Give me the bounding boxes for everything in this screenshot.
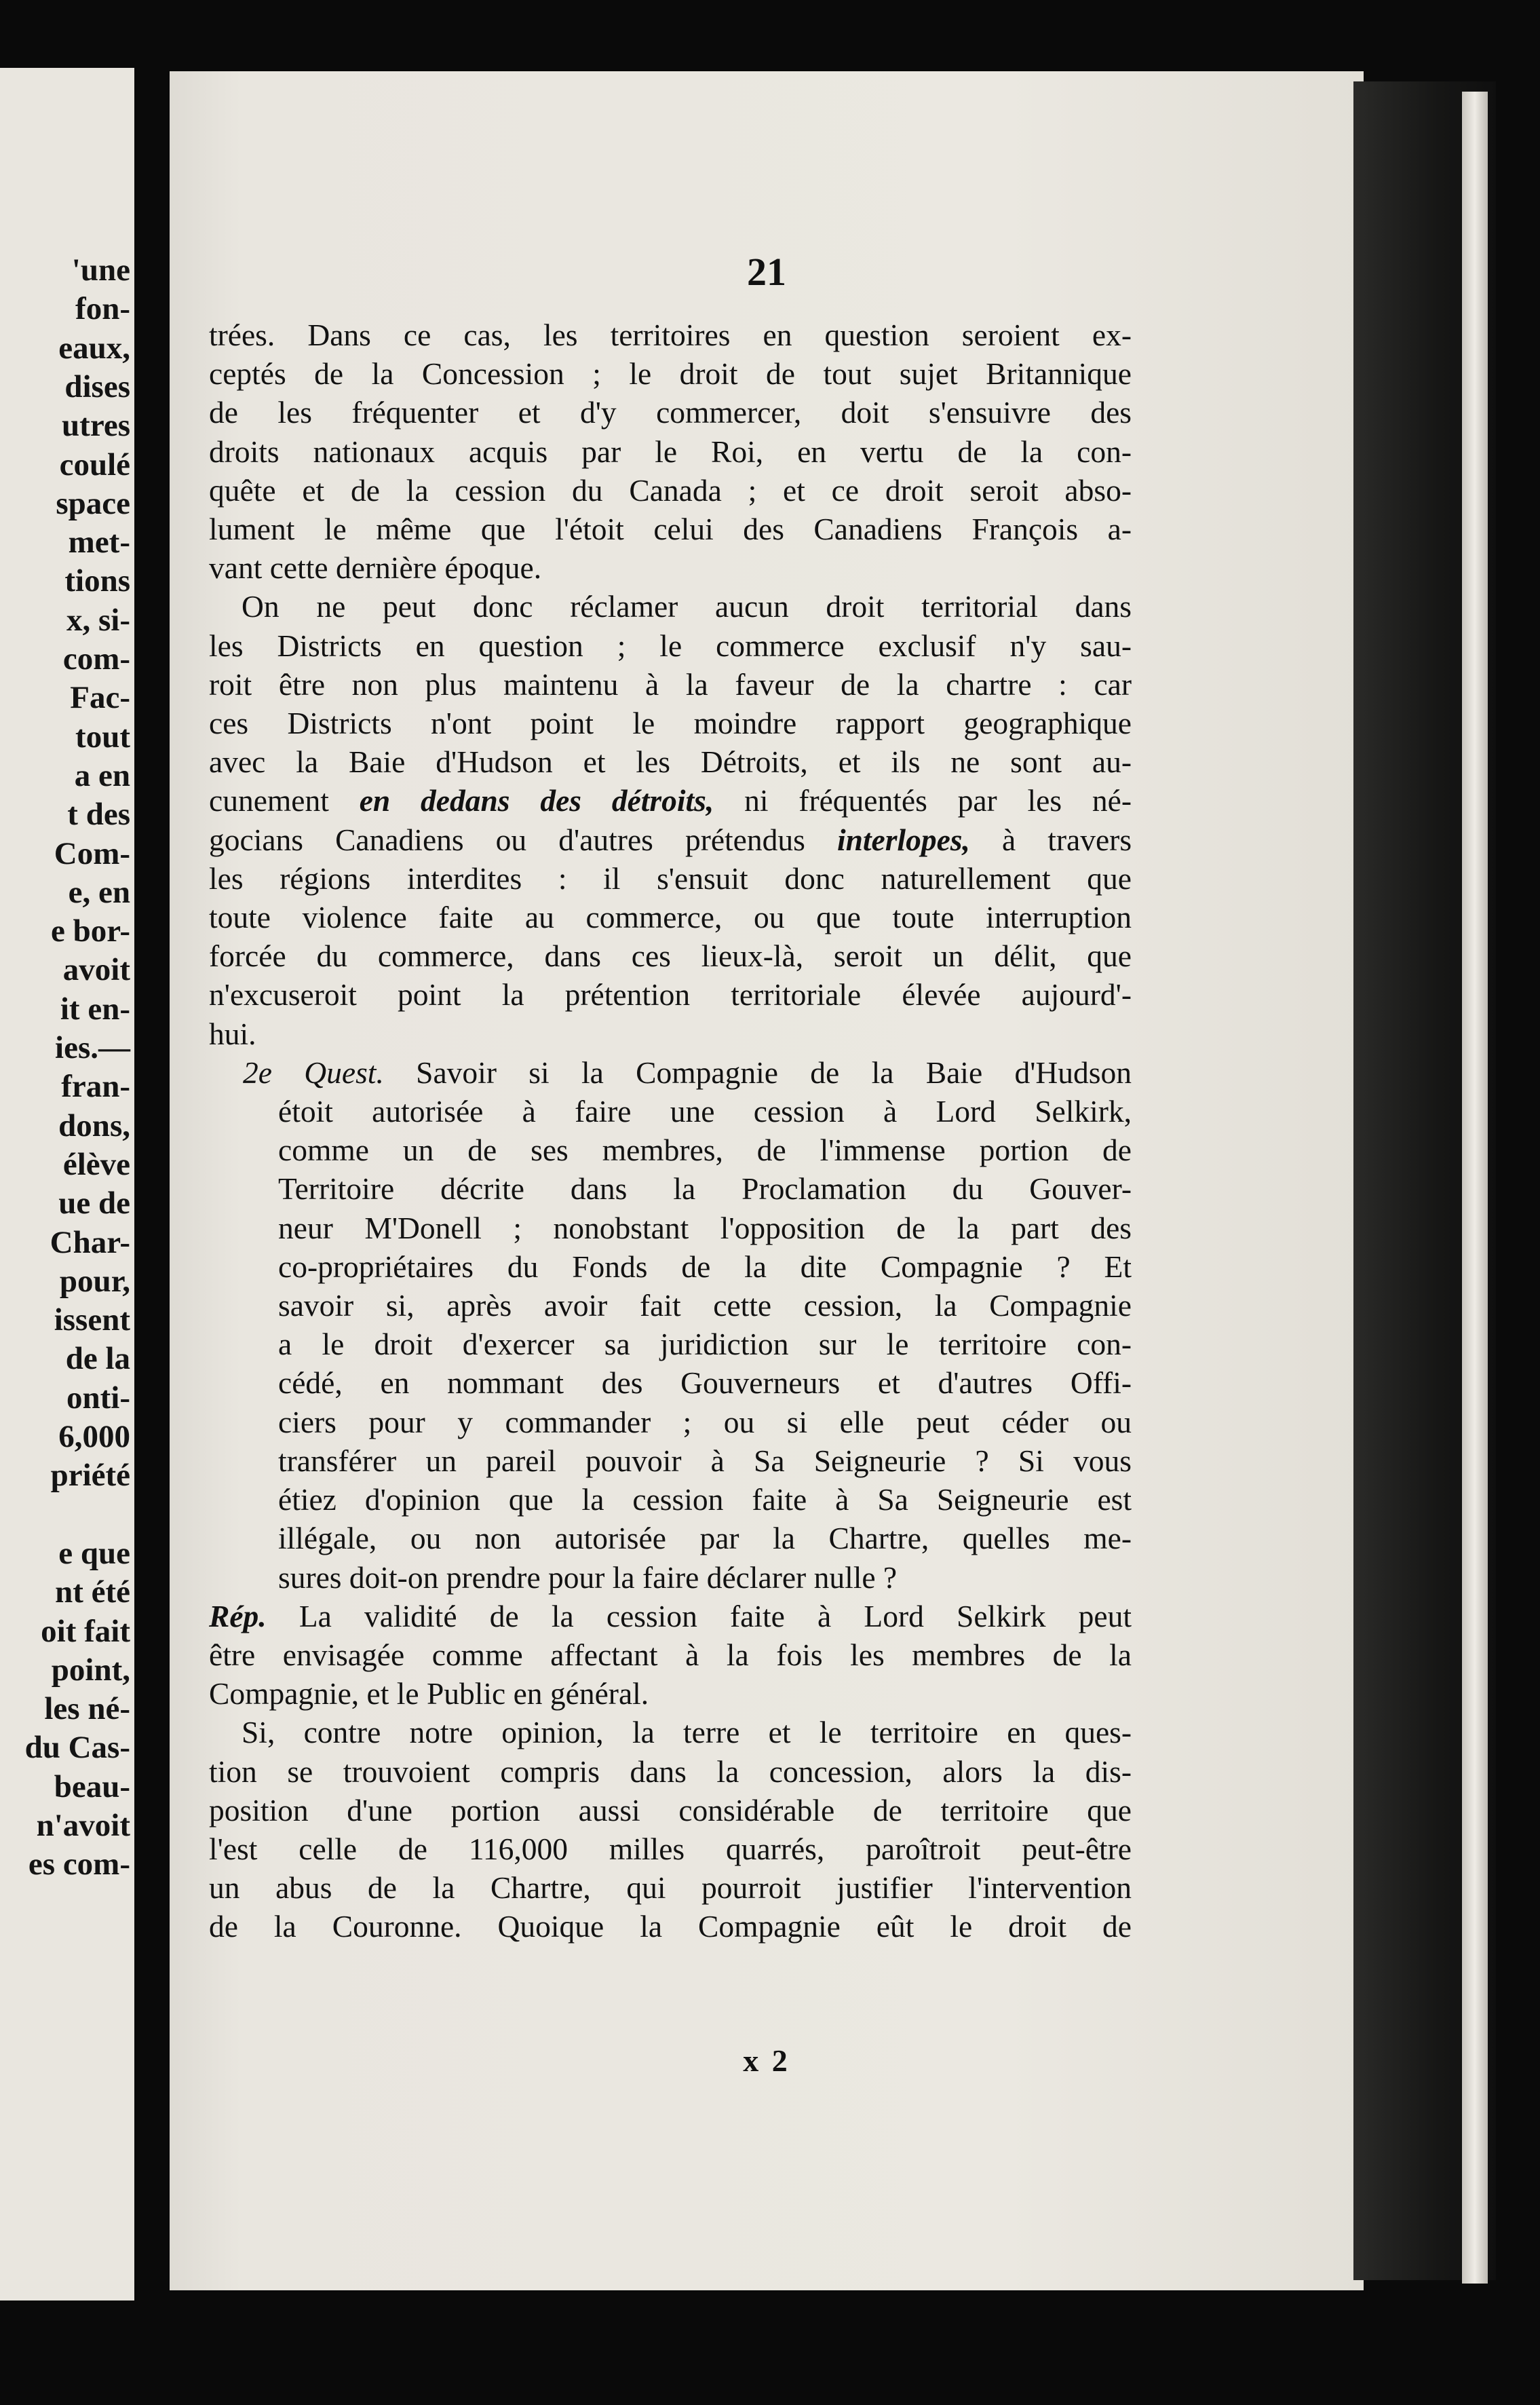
left-page-line: Fac- xyxy=(70,680,130,716)
text-line: les Districts en question ; le commerce exclusif n'y sau- xyxy=(209,628,1132,663)
text-line: l'est celle de 116,000 milles quarrés, paroîtroit peut-être xyxy=(209,1831,1132,1866)
text-line: ciers pour y commander ; ou si elle peut céder ou xyxy=(278,1404,1132,1439)
text-line: quête et de la cession du Canada ; et ce droit seroit abso- xyxy=(209,472,1132,508)
left-page-line: met- xyxy=(68,525,130,561)
text-line: sures doit-on prendre pour la faire déclarer nulle ? xyxy=(278,1559,898,1595)
left-page-line: coulé xyxy=(59,447,130,482)
text-line: roit être non plus maintenu à la faveur de la chartre : car xyxy=(209,666,1132,702)
text-line: forcée du commerce, dans ces lieux-là, seroit un délit, que xyxy=(209,939,1132,974)
left-page-line: dons, xyxy=(58,1107,130,1143)
italic-phrase: en dedans des détroits, xyxy=(359,783,714,818)
left-page-line: oit fait xyxy=(41,1613,130,1649)
left-page-line: e, en xyxy=(68,874,130,910)
left-page-line: tions xyxy=(64,563,130,599)
text-line: Rép. La validité de la cession faite à Lord Selkirk peut xyxy=(209,1598,1132,1633)
text-line: ces Districts n'ont point le moindre rapport geographique xyxy=(209,706,1132,741)
question-label: 2e Quest. xyxy=(243,1055,384,1090)
left-page-line: nt été xyxy=(55,1574,130,1610)
text-line: de la Couronne. Quoique la Compagnie eût le droit de xyxy=(209,1909,1132,1944)
text-line: droits nationaux acquis par le Roi, en vertu de la con- xyxy=(209,434,1132,469)
left-page-line: tout xyxy=(75,719,130,755)
text-line: comme un de ses membres, de l'immense portion de xyxy=(278,1133,1132,1168)
left-page-line: issent xyxy=(54,1302,130,1338)
page-edge-strip xyxy=(1462,92,1488,2284)
text-line: Si, contre notre opinion, la terre et le territoire en ques- xyxy=(242,1715,1132,1750)
text-line: être envisagée comme affectant à la fois les membres de la xyxy=(209,1637,1132,1672)
left-page-line: Com- xyxy=(54,835,130,871)
italic-phrase: interlopes, xyxy=(836,822,970,857)
page-number: 21 xyxy=(747,250,786,294)
left-page-line: a en xyxy=(74,757,130,793)
left-page-line: point, xyxy=(51,1652,130,1688)
reply-label: Rép. xyxy=(209,1598,267,1633)
left-page-line: avoit xyxy=(62,952,130,988)
text-line: vant cette dernière époque. xyxy=(209,550,542,586)
text-line: lument le même que l'étoit celui des Canadiens François a- xyxy=(209,512,1132,547)
left-page-line: beau- xyxy=(54,1768,130,1804)
text-line: les régions interdites : il s'ensuit donc naturellement que xyxy=(209,860,1132,896)
text-line: neur M'Donell ; nonobstant l'opposition de la part des xyxy=(278,1210,1132,1245)
left-page-line: space xyxy=(56,485,130,521)
main-page xyxy=(170,71,1364,2290)
text-line: étiez d'opinion que la cession faite à Sa Seigneurie est xyxy=(278,1482,1132,1517)
text-line: cédé, en nommant des Gouverneurs et d'autres Offi- xyxy=(278,1365,1132,1401)
left-page-line: es com- xyxy=(28,1847,130,1882)
left-page-line: de la xyxy=(65,1341,130,1377)
left-page-line: t des xyxy=(67,797,130,833)
left-page-line: élève xyxy=(62,1146,130,1182)
left-page-line: fon- xyxy=(75,291,130,327)
left-facing-page xyxy=(0,68,134,2300)
text-line: cunement en dedans des détroits, ni fréquentés par les né- xyxy=(209,783,1132,818)
text-line: 2e Quest. Savoir si la Compagnie de la Baie d'Hudson xyxy=(243,1055,1132,1090)
text-line: co-propriétaires du Fonds de la dite Compagnie ? Et xyxy=(278,1249,1132,1284)
left-page-line: it en- xyxy=(60,991,130,1027)
text-line: de les fréquenter et d'y commercer, doit s'ensuivre des xyxy=(209,395,1132,430)
left-page-line: priété xyxy=(50,1458,130,1494)
text-line: tion se trouvoient compris dans la concession, alors la dis- xyxy=(209,1754,1132,1789)
page-body xyxy=(209,316,1132,1946)
text-line: hui. xyxy=(209,1016,256,1051)
text-line: ceptés de la Concession ; le droit de tout sujet Britannique xyxy=(209,356,1132,392)
left-page-line: les né- xyxy=(44,1691,130,1727)
text-line: illégale, ou non autorisée par la Chartre, quelles me- xyxy=(278,1521,1132,1556)
left-page-line: Char- xyxy=(50,1224,130,1260)
text-line: transférer un pareil pouvoir à Sa Seigneurie ? Si vous xyxy=(278,1443,1132,1478)
text-line: Territoire décrite dans la Proclamation du Gouver- xyxy=(278,1171,1132,1207)
left-page-line: x, si- xyxy=(66,602,130,638)
left-page-line: dises xyxy=(64,368,130,404)
left-page-line: onti- xyxy=(66,1380,130,1416)
left-page-line: du Cas- xyxy=(24,1730,130,1766)
signature-mark: x 2 xyxy=(743,2043,790,2078)
left-page-line: com- xyxy=(62,641,130,677)
text-line: toute violence faite au commerce, ou que toute interruption xyxy=(209,900,1132,935)
left-page-line: utres xyxy=(62,408,130,444)
left-page-line: e que xyxy=(58,1535,130,1571)
left-page-line: ue de xyxy=(58,1186,130,1222)
text-line: Compagnie, et le Public en général. xyxy=(209,1676,649,1711)
text-line: savoir si, après avoir fait cette cession, la Compagnie xyxy=(278,1288,1132,1323)
text-line: position d'une portion aussi considérable de territoire que xyxy=(209,1792,1132,1828)
text-line: On ne peut donc réclamer aucun droit territorial dans xyxy=(242,589,1132,624)
text-line: trées. Dans ce cas, les territoires en question seroient ex- xyxy=(209,318,1132,352)
left-page-line: 'une xyxy=(71,252,130,288)
left-page-line: fran- xyxy=(61,1069,130,1105)
left-page-line: e bor- xyxy=(50,913,130,949)
text-line: un abus de la Chartre, qui pourroit justifier l'intervention xyxy=(209,1870,1132,1906)
text-line: a le droit d'exercer sa juridiction sur le territoire con- xyxy=(278,1327,1132,1362)
text-line: n'excuseroit point la prétention territoriale élevée aujourd'- xyxy=(209,977,1132,1012)
left-page-line: n'avoit xyxy=(36,1808,130,1843)
left-page-line: ies.— xyxy=(55,1030,130,1065)
text-line: étoit autorisée à faire une cession à Lord Selkirk, xyxy=(278,1094,1132,1129)
left-page-line: eaux, xyxy=(58,330,130,366)
left-page-line: pour, xyxy=(59,1263,130,1299)
text-line: avec la Baie d'Hudson et les Détroits, et ils ne sont au- xyxy=(209,744,1132,780)
left-page-line: 6,000 xyxy=(58,1419,130,1454)
text-line: gocians Canadiens ou d'autres prétendus interlopes, à travers xyxy=(209,822,1132,857)
